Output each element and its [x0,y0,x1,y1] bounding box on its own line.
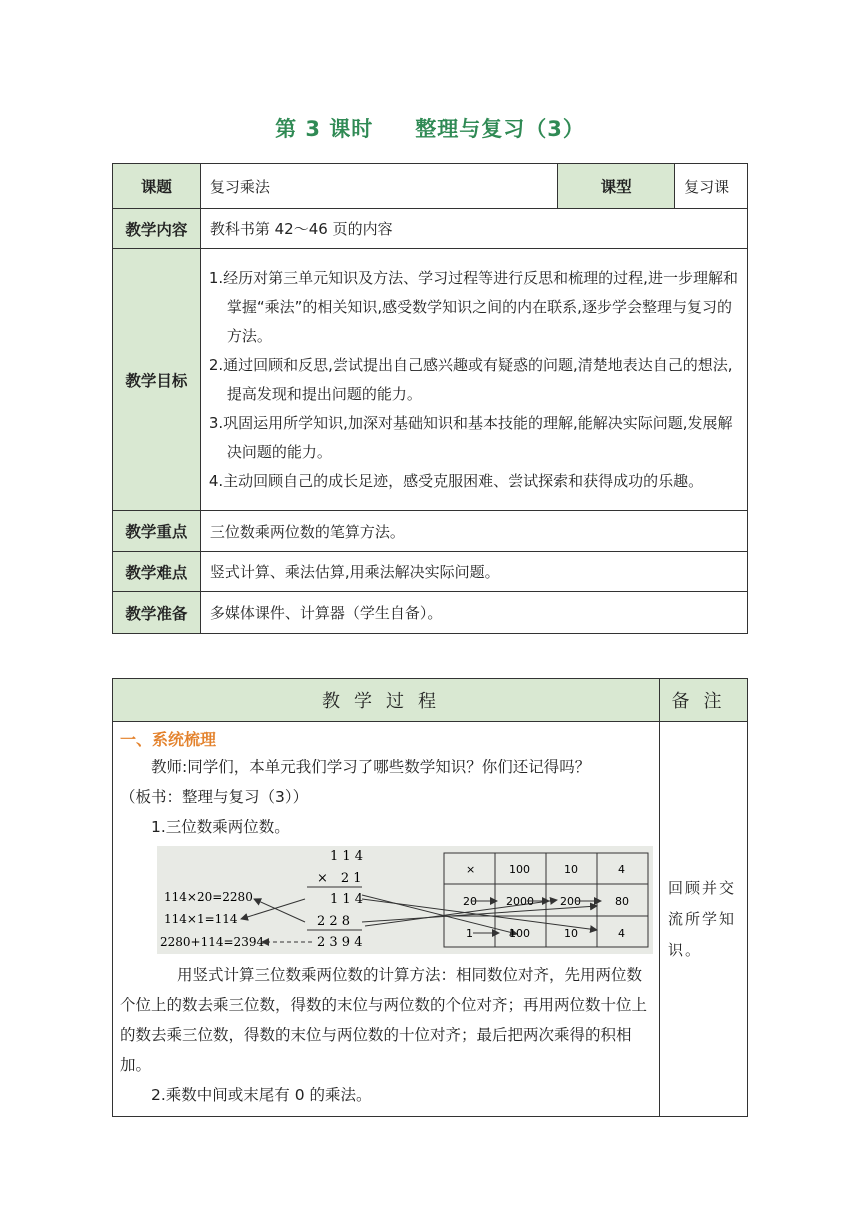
vertical-result: 2 3 9 4 [317,935,363,950]
type-label: 课型 [558,164,675,209]
page-title [0,113,860,143]
teaching-process-table [112,678,748,1117]
goal-item: 3.巩固运用所学知识,加深对基础知识和基本技能的理解,能解决实际问题,发展解决问题的能力。 [208,413,733,461]
left-step-1: 114×20=2280 [164,890,253,904]
goals-label: 教学目标 [113,249,201,511]
vertical-partial-1: 1 1 4 [330,892,364,907]
grid-row1-label: 20 [463,895,477,908]
board-note: （板书：整理与复习（3）） [120,788,309,806]
vertical-top: 1 1 4 [330,849,364,864]
grid-header-100: 100 [509,863,530,876]
type-value: 复习课 [675,164,748,209]
left-step-3: 2280+114=2394 [160,935,265,949]
item-heading: 1.三位数乘两位数。 [151,818,290,836]
lesson-number: 第 3 课时 [275,117,374,141]
goals-list [200,249,747,511]
vertical-multiplier: × 2 1 [317,871,362,886]
grid-cell: 10 [564,927,578,940]
difficulty-label: 教学难点 [113,552,201,592]
grid-cell: 200 [560,895,581,908]
content-label: 教学内容 [113,209,201,249]
key-value: 三位数乘两位数的笔算方法。 [200,511,747,552]
grid-cell: 100 [509,927,530,940]
multiplication-figure [157,846,653,954]
topic-label: 课题 [113,164,201,209]
lesson-topic: 整理与复习（3） [415,117,585,141]
topic-value: 复习乘法 [200,164,557,209]
section-heading: 一、系统梳理 [120,730,217,749]
grid-cell: 4 [618,927,625,940]
process-body [113,722,660,1117]
content-value: 教科书第 42～46 页的内容 [200,209,747,249]
note-cell: 回顾并交流所学知识。 [660,722,748,1117]
left-step-2: 114×1=114 [164,912,238,926]
prep-value: 多媒体课件、计算器（学生自备）。 [200,592,747,634]
process-header: 教学过程 [113,679,660,722]
method-explanation: 用竖式计算三位数乘两位数的计算方法：相同数位对齐，先用两位数个位上的数去乘三位数，得数的末位与两位数的个位对齐；再用两位数十位上的数去乘三位数，得数的末位与两位数的十位对齐；最后把两次乘得的积相加。 [120,966,648,1074]
grid-corner: × [466,863,476,876]
note-header: 备注 [660,679,748,722]
goal-item: 1.经历对第三单元知识及方法、学习过程等进行反思和梳理的过程,进一步理解和掌握“乘法”的相关知识,感受数学知识之间的内在联系,逐步学会整理与复习的方法。 [208,268,738,345]
lesson-info-table [112,163,748,634]
grid-cell: 80 [615,895,629,908]
goal-item: 4.主动回顾自己的成长足迹，感受克服困难、尝试探索和获得成功的乐趣。 [208,471,704,490]
vertical-partial-2: 2 2 8 [317,914,351,929]
grid-header-4: 4 [618,863,625,876]
grid-row2-label: 1 [466,927,473,940]
goal-item: 2.通过回顾和反思,尝试提出自己感兴趣或有疑惑的问题,清楚地表达自己的想法,提高发现和提出问题的能力。 [208,355,733,403]
difficulty-value: 竖式计算、乘法估算,用乘法解决实际问题。 [200,552,747,592]
item-heading: 2.乘数中间或末尾有 0 的乘法。 [151,1086,372,1104]
prep-label: 教学准备 [113,592,201,634]
key-label: 教学重点 [113,511,201,552]
teacher-question: 教师:同学们，本单元我们学习了哪些数学知识？你们还记得吗？ [151,758,591,776]
grid-header-10: 10 [564,863,578,876]
grid-cell: 2000 [506,895,534,908]
